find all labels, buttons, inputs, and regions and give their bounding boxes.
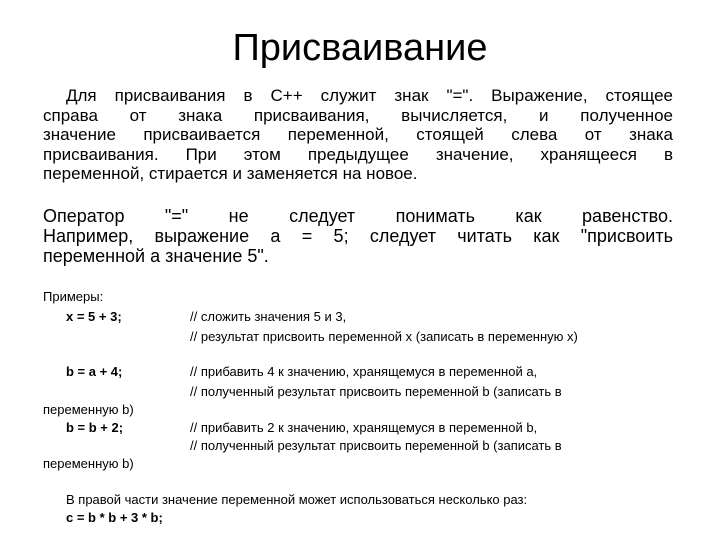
assignment-description-paragraph [43, 86, 673, 184]
example-code-1: x = 5 + 3; [66, 309, 122, 324]
example-comment: // полученный результат присвоить переменной b (записать в [190, 384, 562, 399]
paragraph-line: Для присваивания в С++ служит знак "=". Выражение, стоящее [66, 86, 673, 105]
example-comment: // результат присвоить переменной x (записать в переменную x) [190, 329, 578, 344]
slide-title: Присваивание [232, 27, 488, 69]
paragraph-line: справа от знака присваивания, вычисляется, и полученное [43, 105, 673, 125]
paragraph-line: переменной, стирается и заменяется на новое. [43, 164, 418, 183]
example-comment-wrap: переменную b) [43, 456, 134, 471]
paragraph-line: значение присваивается переменной, стоящей слева от знака [43, 125, 673, 144]
paragraph-line: Например, выражение a = 5; следует читать как "присвоить [43, 226, 673, 246]
paragraph-line: Оператор "=" не следует понимать как равенство. [43, 206, 673, 226]
paragraph-line: присваивания. При этом предыдущее значение, хранящееся в [43, 144, 673, 164]
examples-heading: Примеры: [43, 289, 104, 304]
footer-text: В правой части значение переменной может использоваться несколько раз: [66, 492, 528, 507]
example-comment: // прибавить 2 к значению, хранящемуся в переменной b, [190, 420, 538, 435]
operator-note-paragraph [43, 206, 673, 266]
paragraph-line: переменной a значение 5". [43, 246, 269, 266]
example-code-2: b = a + 4; [66, 364, 123, 379]
footer-code: c = b * b + 3 * b; [66, 510, 163, 525]
example-comment: // сложить значения 5 и 3, [190, 309, 347, 324]
example-comment: // прибавить 4 к значению, хранящемуся в переменной a, [190, 364, 538, 379]
example-code-3: b = b + 2; [66, 420, 124, 435]
example-comment-wrap: переменную b) [43, 402, 134, 417]
example-comment: // полученный результат присвоить переменной b (записать в [190, 438, 562, 453]
